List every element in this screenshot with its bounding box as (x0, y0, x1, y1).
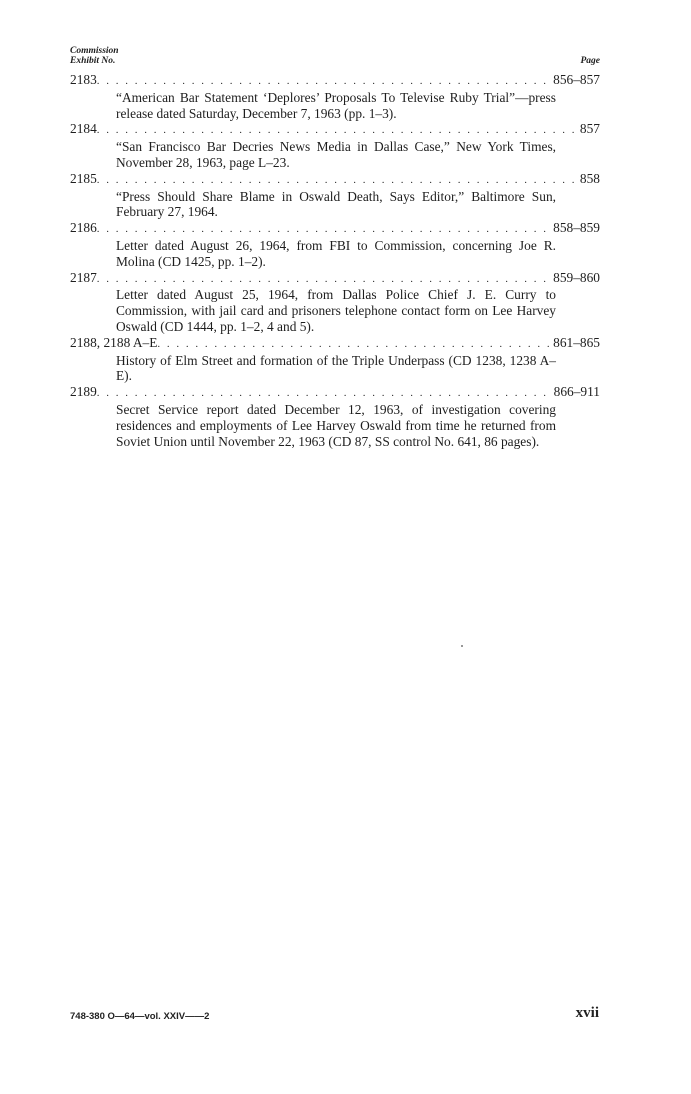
leader-dots (157, 337, 549, 353)
exhibit-entry (70, 171, 600, 220)
exhibit-description: “Press Should Share Blame in Oswald Death, Says Editor,” Baltimore Sun, February 27, 1964. (116, 188, 556, 220)
leader-dots (97, 222, 549, 238)
exhibit-description: History of Elm Street and formation of the Triple Underpass (CD 1238, 1238 A–E). (116, 352, 556, 384)
exhibit-number: 2185 (70, 170, 97, 186)
exhibit-description: Letter dated August 26, 1964, from FBI to Commission, concerning Joe R. Molina (CD 1425, pp. 1–2). (116, 237, 556, 269)
exhibit-number: 2187 (70, 269, 97, 285)
exhibit-number: 2184 (70, 121, 97, 137)
leader-dots (97, 272, 549, 288)
exhibit-entry (70, 72, 600, 121)
exhibit-entry (70, 384, 600, 449)
exhibit-pages: 858 (579, 170, 600, 186)
leader-dots (97, 74, 549, 90)
exhibit-pages: 859–860 (553, 269, 600, 285)
exhibit-description: “American Bar Statement ‘Deplores’ Proposals To Televise Ruby Trial”—press release dated Saturday, December 7, 1963 (pp. 1–3). (116, 89, 556, 121)
exhibit-pages: 866–911 (553, 384, 600, 400)
exhibit-entry (70, 121, 600, 170)
exhibit-number: 2189 (70, 384, 97, 400)
exhibit-entry (70, 335, 600, 384)
exhibit-pages: 858–859 (553, 220, 600, 236)
exhibit-pages: 861–865 (553, 334, 600, 350)
leader-dots (97, 173, 576, 189)
exhibit-number: 2188, 2188 A–E (70, 334, 158, 350)
page-number: xvii (575, 1005, 599, 1021)
exhibit-description: Letter dated August 25, 1964, from Dallas Police Chief J. E. Curry to Commission, with jail card and prisoners telephone contact form on Lee Harvey Oswald (CD 1444, pp. 1–2, 4 and 5). (116, 287, 556, 334)
exhibit-pages: 856–857 (553, 72, 600, 87)
exhibit-list (70, 72, 600, 449)
header-commission: Commission (70, 46, 119, 56)
column-header (70, 46, 600, 66)
header-page: Page (580, 56, 600, 66)
header-exhibit-no: Exhibit No. (70, 56, 116, 66)
scan-speck (461, 645, 463, 647)
exhibit-entry (70, 270, 600, 335)
exhibit-pages: 857 (579, 121, 600, 137)
exhibit-number: 2186 (70, 220, 97, 236)
exhibit-number: 2183 (70, 72, 97, 87)
print-code: 748-380 O—64—vol. XXIV——2 (70, 1011, 210, 1022)
exhibit-description: Secret Service report dated December 12, 1963, of investigation covering residences and employments of Lee Harvey Oswald from time he returned from Soviet Union until November 22, 1963 (CD 87, SS control No. 641, 86 pages). (116, 401, 556, 449)
leader-dots (97, 386, 550, 402)
exhibit-entry (70, 220, 600, 269)
leader-dots (97, 123, 576, 139)
exhibit-description: “San Francisco Bar Decries News Media in Dallas Case,” New York Times, November 28, 1963, page L–23. (116, 139, 556, 170)
